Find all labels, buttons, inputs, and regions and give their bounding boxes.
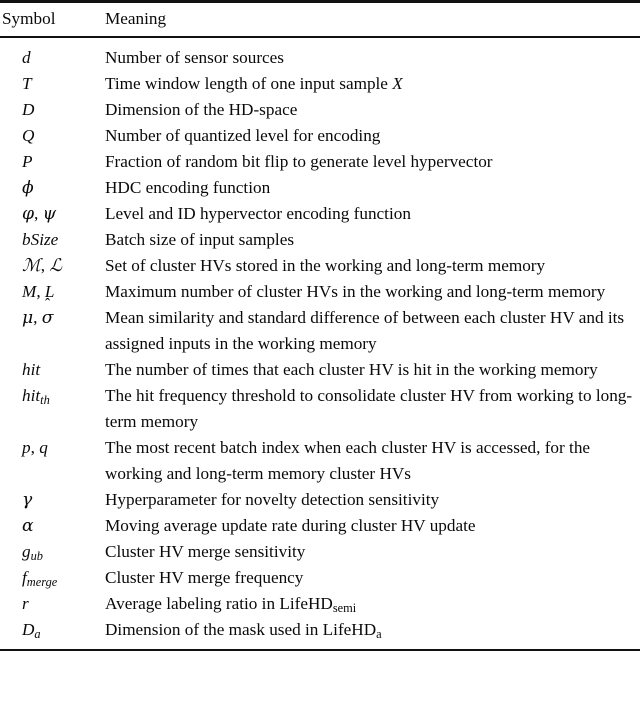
symbol-sigma: σ [41, 308, 54, 328]
symbol-r: r [22, 594, 29, 613]
symbol-D: D [22, 100, 35, 119]
table-row [0, 123, 640, 149]
symbol-cell [0, 97, 105, 123]
table-row [0, 513, 640, 539]
table-row [0, 591, 640, 617]
symbol-subscript-a: a [34, 627, 41, 642]
table-bottom-rule [0, 649, 640, 651]
symbol-phi: ϕ [22, 178, 34, 198]
table-row [0, 38, 640, 71]
symbol-D: D [22, 620, 35, 639]
meaning-cell: Number of quantized level for encoding [105, 126, 381, 145]
symbol-separator: , [33, 308, 42, 327]
meaning-cell [105, 617, 640, 649]
meaning-cell: Cluster HV merge sensitivity [105, 542, 306, 561]
symbol-cell [0, 123, 105, 149]
table-row [0, 253, 640, 279]
symbol-varphi: φ [22, 204, 35, 224]
meaning-cell: Set of cluster HVs stored in the working and long-term memory [105, 256, 546, 275]
table-body [0, 38, 640, 649]
symbol-script-L: ℒ [49, 256, 62, 276]
symbol-mu: μ [22, 308, 34, 328]
hat-accent: ˆ [45, 295, 51, 313]
symbol-bSize: bSize [22, 230, 59, 249]
meaning-cell: Cluster HV merge frequency [105, 568, 304, 587]
meaning-cell: HDC encoding function [105, 178, 271, 197]
symbol-separator: , [34, 204, 43, 223]
table-row [0, 175, 640, 201]
table-header [0, 3, 640, 36]
symbol-hit: hit [22, 386, 41, 405]
symbol-cell [0, 71, 105, 97]
symbol-cell [0, 617, 105, 649]
symbol-cell [0, 357, 105, 383]
table-row [0, 435, 640, 487]
symbol-script-M: ℳ [22, 256, 41, 276]
symbol-f: f [22, 568, 27, 587]
symbol-M: M [22, 282, 37, 301]
symbol-T: T [22, 74, 32, 93]
symbol-subscript-th: th [40, 393, 50, 408]
table-row [0, 305, 640, 357]
meaning-cell: Level and ID hypervector encoding function [105, 204, 411, 223]
table-row [0, 617, 640, 649]
symbol-cell [0, 253, 105, 279]
notation-table [0, 3, 640, 36]
meaning-text: Dimension of the mask used in LifeHD [105, 620, 377, 639]
table-row [0, 279, 640, 305]
symbol-g: g [22, 542, 31, 561]
meaning-cell: The most recent batch index when each cluster HV is accessed, for the working and long-term memory cluster HVs [105, 438, 591, 483]
symbol-q: q [39, 438, 48, 457]
table-row [0, 71, 640, 97]
inline-math-X: X [392, 74, 403, 93]
table-row [0, 227, 640, 253]
symbol-cell [0, 565, 105, 591]
table-row [0, 565, 640, 591]
column-header-symbol: Symbol [2, 9, 56, 28]
symbol-alpha: α [22, 516, 34, 536]
meaning-cell: Batch size of input samples [105, 230, 295, 249]
meaning-cell: Number of sensor sources [105, 48, 284, 67]
meaning-subscript-a: a [376, 627, 382, 642]
table-row [0, 539, 640, 565]
symbol-P: P [22, 152, 33, 171]
symbol-sigma-hat [41, 295, 54, 331]
meaning-cell: Moving average update rate during cluster HV update [105, 516, 476, 535]
symbol-cell [0, 38, 105, 71]
symbol-separator: , [40, 256, 50, 275]
table-row [0, 383, 640, 435]
column-header-meaning: Meaning [105, 9, 167, 28]
symbol-d: d [22, 48, 31, 67]
meaning-cell [105, 71, 640, 97]
symbol-psi: ψ [42, 204, 57, 224]
meaning-subscript-semi: semi [332, 601, 357, 616]
meaning-cell: The hit frequency threshold to consolidate cluster HV from working to long-term memory [105, 386, 633, 431]
symbol-p: p [22, 438, 31, 457]
symbol-separator: , [36, 282, 45, 301]
symbol-cell [0, 201, 105, 227]
symbol-cell [0, 513, 105, 539]
symbol-cell [0, 279, 105, 305]
meaning-cell: Hyperparameter for novelty detection sensitivity [105, 490, 440, 509]
symbol-hit: hit [22, 360, 41, 379]
meaning-cell: Maximum number of cluster HVs in the working and long-term memory [105, 282, 606, 301]
symbol-cell [0, 295, 105, 357]
meaning-cell: Dimension of the HD-space [105, 100, 298, 119]
symbol-subscript-ub: ub [30, 549, 43, 564]
meaning-cell: The number of times that each cluster HV is hit in the working memory [105, 360, 598, 379]
table-row [0, 487, 640, 513]
meaning-text: Time window length of one input sample [105, 74, 393, 93]
table-row [0, 97, 640, 123]
symbol-Q: Q [22, 126, 35, 145]
symbol-gamma: γ [22, 490, 33, 510]
meaning-cell: Fraction of random bit flip to generate level hypervector [105, 152, 493, 171]
meaning-cell: Mean similarity and standard difference of between each cluster HV and its assigned inputs in the working memory [105, 308, 625, 353]
symbol-cell [0, 539, 105, 565]
table-row [0, 357, 640, 383]
table-row [0, 149, 640, 175]
symbol-L: L [44, 282, 55, 301]
table-row [0, 201, 640, 227]
symbol-cell [0, 227, 105, 253]
symbol-cell [0, 435, 105, 487]
symbol-subscript-merge: merge [26, 575, 58, 590]
notation-table-body [0, 38, 640, 649]
meaning-cell [105, 591, 640, 617]
symbol-cell [0, 487, 105, 513]
symbol-cell [0, 149, 105, 175]
table-header-row [0, 3, 640, 36]
meaning-text: Average labeling ratio in LifeHD [105, 594, 333, 613]
symbol-separator: , [30, 438, 40, 457]
symbol-cell [0, 383, 105, 435]
symbol-cell [0, 175, 105, 201]
symbol-cell [0, 591, 105, 617]
